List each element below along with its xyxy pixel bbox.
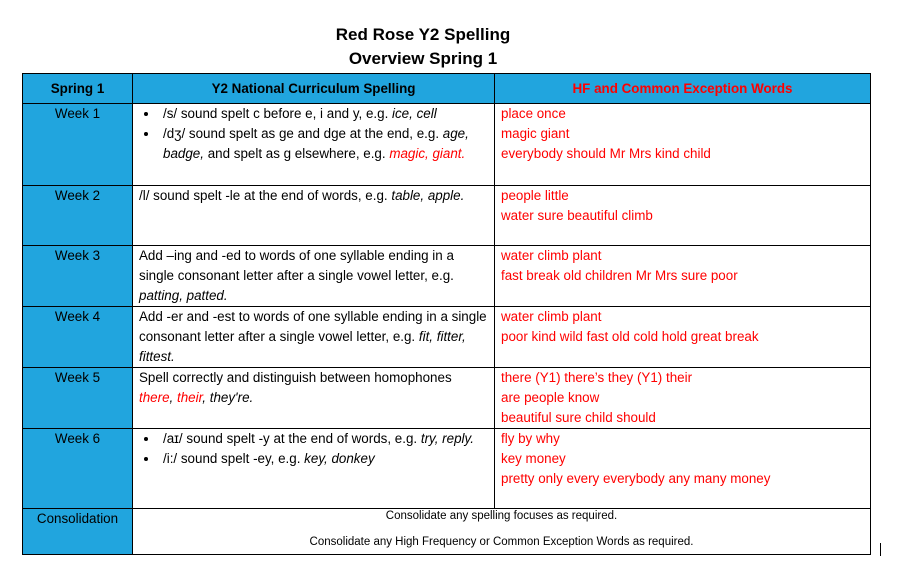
curriculum-cell xyxy=(133,429,495,509)
rule-text: Add –ing and -ed to words of one syllable ending in a single consonant letter after a single vowel letter, e.g. xyxy=(139,248,454,283)
example-words: key, donkey xyxy=(304,451,375,466)
hf-words-line: everybody should Mr Mrs kind child xyxy=(501,146,711,161)
header-curriculum: Y2 National Curriculum Spelling xyxy=(133,74,495,104)
hf-words-line: pretty only every everybody any many money xyxy=(501,471,771,486)
table-row xyxy=(23,307,871,368)
table-row xyxy=(23,429,871,509)
hf-words-line: water climb plant xyxy=(501,248,602,263)
header-row xyxy=(23,74,871,104)
rule-text: /dʒ/ sound spelt as ge and dge at the end, e.g. xyxy=(163,126,443,141)
week-label: Week 5 xyxy=(23,368,133,429)
spelling-overview-table xyxy=(22,73,871,555)
consolidation-line: Consolidate any spelling focuses as required. xyxy=(385,510,618,522)
hf-words-cell xyxy=(495,368,871,429)
example-words: table, apple. xyxy=(391,188,465,203)
list-item xyxy=(159,124,488,164)
example-words: age, badge, xyxy=(163,126,469,161)
week-label: Week 2 xyxy=(23,186,133,246)
hf-words-line: key money xyxy=(501,451,566,466)
table-row xyxy=(23,104,871,186)
header-hf-words: HF and Common Exception Words xyxy=(495,74,871,104)
hf-words-line: fly by why xyxy=(501,431,560,446)
example-words: , they're. xyxy=(202,390,254,405)
rule-text: and spelt as g elsewhere, e.g. xyxy=(203,146,390,161)
table-row xyxy=(23,186,871,246)
consolidation-line: Consolidate any High Frequency or Common Exception Words as required. xyxy=(309,536,694,548)
document-title: Red Rose Y2 Spelling xyxy=(335,25,511,44)
hf-words-line: beautiful sure child should xyxy=(501,410,656,425)
hf-words-cell xyxy=(495,104,871,186)
bullet-list xyxy=(139,429,488,469)
hf-words-line: fast break old children Mr Mrs sure poor xyxy=(501,268,738,283)
week-label: Week 1 xyxy=(23,104,133,186)
rule-text: /l/ sound spelt -le at the end of words, e.g. xyxy=(139,188,392,203)
hf-words-cell xyxy=(495,246,871,307)
hf-words-line: people little xyxy=(501,188,569,203)
example-words-red: there xyxy=(139,390,170,405)
bullet-list xyxy=(139,104,488,164)
table-row xyxy=(23,368,871,429)
rule-text: /i:/ sound spelt -ey, e.g. xyxy=(163,451,305,466)
consolidation-label: Consolidation xyxy=(23,509,133,555)
consolidation-cell xyxy=(133,509,871,555)
hf-words-line: are people know xyxy=(501,390,600,405)
table-row xyxy=(23,509,871,555)
example-words: ice, cell xyxy=(392,106,437,121)
hf-words-line: place once xyxy=(501,106,566,121)
week-label: Week 3 xyxy=(23,246,133,307)
example-words: try, reply. xyxy=(420,431,474,446)
example-separator: , xyxy=(169,390,177,405)
example-words-red: their xyxy=(176,390,203,405)
list-item xyxy=(159,429,488,449)
hf-words-cell xyxy=(495,307,871,368)
week-label: Week 4 xyxy=(23,307,133,368)
document-subtitle: Overview Spring 1 xyxy=(348,49,498,68)
hf-words-line: water climb plant xyxy=(501,309,602,324)
hf-words-line: water sure beautiful climb xyxy=(501,208,653,223)
curriculum-cell xyxy=(133,307,495,368)
hf-words-line: there (Y1) there’s they (Y1) their xyxy=(501,370,693,385)
hf-words-cell xyxy=(495,429,871,509)
header-spring-1: Spring 1 xyxy=(23,74,133,104)
rule-text: /aɪ/ sound spelt -y at the end of words, e.g. xyxy=(163,431,421,446)
week-label: Week 6 xyxy=(23,429,133,509)
rule-text: Spell correctly and distinguish between homophones xyxy=(139,370,452,385)
hf-words-line: magic giant xyxy=(501,126,570,141)
rule-text: Add -er and -est to words of one syllable ending in a single consonant letter after a single vowel letter, e.g. xyxy=(139,309,487,344)
curriculum-cell xyxy=(133,104,495,186)
curriculum-cell xyxy=(133,368,495,429)
list-item xyxy=(159,449,488,469)
rule-text: /s/ sound spelt c before e, i and y, e.g. xyxy=(163,106,393,121)
hf-words-line: poor kind wild fast old cold hold great break xyxy=(501,329,759,344)
hf-words-cell xyxy=(495,186,871,246)
table-row xyxy=(23,246,871,307)
list-item xyxy=(159,104,488,124)
text-cursor xyxy=(880,543,881,556)
example-words: patting, patted. xyxy=(139,288,228,303)
example-words-red: magic, giant. xyxy=(389,146,466,161)
example-words: fit, fitter, fittest. xyxy=(139,329,466,364)
curriculum-cell xyxy=(133,186,495,246)
curriculum-cell xyxy=(133,246,495,307)
